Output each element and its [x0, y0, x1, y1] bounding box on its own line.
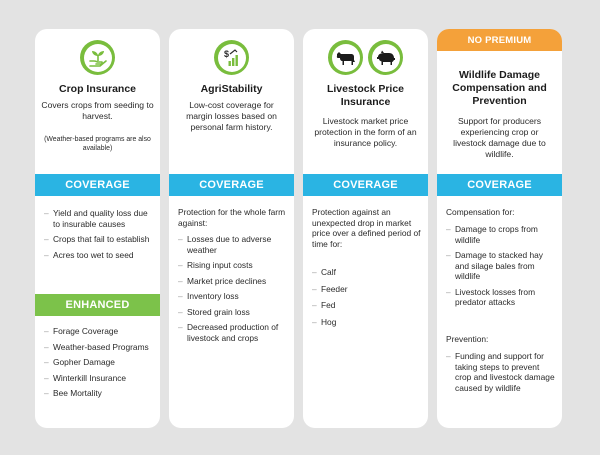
cow-icon — [328, 40, 363, 75]
sprout-hand-icon — [80, 40, 115, 75]
livestock-price-insurance-card — [303, 29, 428, 428]
dollar-bar-chart-icon — [214, 40, 249, 75]
list-item: – Fed — [312, 300, 422, 311]
enhanced-band: ENHANCED — [35, 294, 160, 316]
card-description: Covers crops from seeding to harvest. — [41, 100, 154, 121]
list-item: – Acres too wet to seed — [44, 250, 154, 261]
list-item: – Decreased production of livestock and crops — [178, 322, 288, 343]
list-item: – Winterkill Insurance — [44, 373, 154, 384]
enhanced-list — [44, 326, 154, 399]
wildlife-damage-card — [437, 29, 562, 428]
card-title: Crop Insurance — [58, 83, 137, 95]
card-note: (Weather-based programs are also available) — [44, 136, 151, 152]
coverage-list — [312, 267, 422, 327]
list-item: – Hog — [312, 317, 422, 328]
list-item: – Market price declines — [178, 276, 288, 287]
coverage-intro: Protection for the whole farm against: — [178, 207, 286, 228]
card-icon-row — [35, 40, 160, 75]
list-item: – Bee Mortality — [44, 388, 154, 399]
compensation-intro: Compensation for: — [446, 207, 515, 217]
coverage-band: COVERAGE — [35, 174, 160, 196]
list-item: – Yield and quality loss due to insurable causes — [44, 208, 154, 229]
card-description: Support for producers experiencing crop or livestock damage due to wildlife. — [453, 116, 546, 159]
list-item: – Gopher Damage — [44, 357, 154, 368]
coverage-list — [44, 208, 154, 260]
prevention-intro: Prevention: — [446, 334, 489, 344]
list-item: – Inventory loss — [178, 291, 288, 302]
list-item: – Feeder — [312, 284, 422, 295]
agristability-card — [169, 29, 294, 428]
svg-text:$: $ — [223, 48, 229, 59]
pig-icon — [368, 40, 403, 75]
coverage-band: COVERAGE — [437, 174, 562, 196]
card-description: Low-cost coverage for margin losses based on personal farm history. — [186, 100, 277, 132]
list-item: – Weather-based Programs — [44, 342, 154, 353]
crop-insurance-card — [35, 29, 160, 428]
card-title: Livestock Price Insurance — [326, 83, 405, 108]
coverage-band: COVERAGE — [303, 174, 428, 196]
compensation-list — [446, 224, 556, 308]
coverage-intro: Protection against an unexpected drop in market price over a defined period of time for: — [312, 207, 421, 249]
card-title: AgriStability — [200, 83, 263, 95]
coverage-list — [178, 234, 288, 343]
card-title: Wildlife Damage Compensation and Prevention — [452, 69, 547, 107]
list-item: – Damage to crops from wildlife — [446, 224, 556, 245]
card-description: Livestock market price protection in the form of an insurance policy. — [314, 116, 417, 148]
card-icon-row — [169, 40, 294, 75]
coverage-band: COVERAGE — [169, 174, 294, 196]
list-item: – Calf — [312, 267, 422, 278]
list-item: – Damage to stacked hay and silage bales from wildlife — [446, 250, 556, 282]
list-item: – Rising input costs — [178, 260, 288, 271]
list-item: – Forage Coverage — [44, 326, 154, 337]
prevention-list — [446, 351, 556, 393]
card-icon-row — [303, 40, 428, 75]
no-premium-badge: NO PREMIUM — [437, 29, 562, 51]
list-item: – Losses due to adverse weather — [178, 234, 288, 255]
list-item: – Stored grain loss — [178, 307, 288, 318]
list-item: – Crops that fail to establish — [44, 234, 154, 245]
list-item: – Funding and support for taking steps to prevent crop and livestock damage caused by wildlife — [446, 351, 556, 393]
list-item: – Livestock losses from predator attacks — [446, 287, 556, 308]
